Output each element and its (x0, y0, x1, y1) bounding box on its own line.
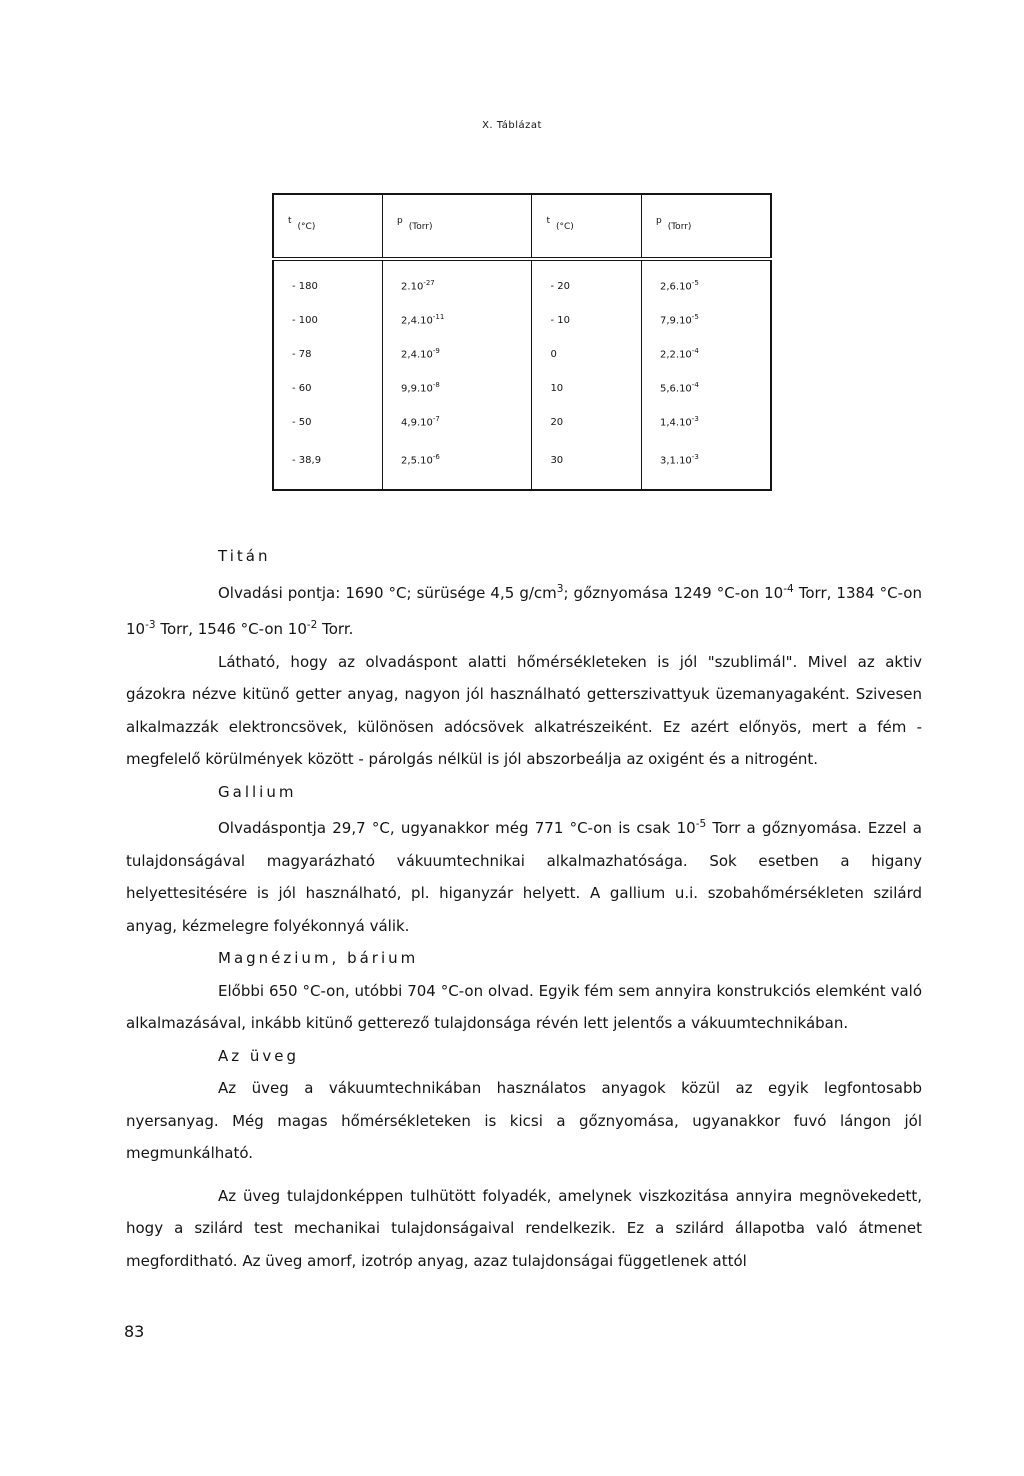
cell-p2-base: 3,1.10 (659, 455, 692, 467)
cell-t2: 10 (532, 371, 642, 405)
titan-p1-f: -3 (145, 619, 156, 631)
page-number: 83 (124, 1322, 145, 1341)
table-header-row (273, 194, 771, 259)
cell-p2 (641, 259, 771, 303)
cell-p1-exp: -27 (423, 279, 435, 288)
titan-p1-g: Torr, 1546 °C-on 10 (155, 620, 307, 638)
cell-p2-base: 7,9.10 (659, 315, 692, 327)
cell-p2 (641, 439, 771, 490)
cell-p1-base: 2.10 (401, 281, 424, 293)
gallium-paragraph-1 (126, 808, 922, 942)
section-heading-magnezium: Magnézium, bárium (218, 949, 419, 967)
titan-p1-e: Torr, 1384 °C-on 10 (126, 583, 922, 638)
cell-p2-exp: -4 (691, 347, 699, 356)
titan-p1-h: -2 (306, 619, 318, 631)
magnezium-paragraph-1: Előbbi 650 °C-on, utóbbi 704 °C-on olvad. Egyik fém sem annyira konstrukciós elemként való alkalmazásával, inkább kitünő getterező tulajdonsága révén lett jelentős a vákuumtechnikában. (126, 981, 922, 1032)
cell-p1-base: 4,9.10 (401, 417, 433, 429)
table-row (273, 371, 771, 405)
header-t2 (532, 194, 642, 259)
header-t1-unit: (°C) (297, 221, 316, 232)
gallium-p1-b: -5 (695, 818, 707, 830)
gallium-p1-a: Olvadáspontja 29,7 °C, ugyanakkor még 771 °C-on is csak 10 (218, 819, 696, 837)
cell-t1: - 78 (292, 348, 312, 360)
cell-t2: 20 (532, 405, 642, 439)
table-row (273, 439, 771, 490)
header-p2-var: p (655, 215, 662, 226)
cell-p1-base: 2,4.10 (401, 315, 433, 327)
gallium-p1-c: Torr a gőznyomása. Ezzel a tulajdonságával magyarázható vákuumtechnikai alkalmazhatósága. Sok esetben a higany helyettesitésére is jól használható, pl. higanyzár helyett. A gallium u.i. szobahőmérsékleten szilárd anyag, kézmelegre folyékonnyá válik. (126, 819, 922, 935)
header-t1-var: t (288, 215, 292, 226)
cell-p2-exp: -5 (691, 279, 699, 288)
cell-p2 (641, 405, 771, 439)
cell-t2: - 10 (532, 303, 642, 337)
titan-p1-a: Olvadási pontja: 1690 °C; sürüsége 4,5 g/cm (218, 583, 557, 602)
cell-p2-exp: -3 (691, 453, 699, 462)
section-heading-uveg: Az üveg (218, 1046, 300, 1065)
header-p1 (383, 194, 532, 259)
cell-p1-exp: -9 (432, 347, 440, 356)
header-p1-var: p (397, 215, 403, 226)
cell-p2 (641, 303, 771, 337)
table-row (273, 303, 771, 337)
cell-p2-exp: -5 (691, 313, 699, 322)
cell-p1-base: 2,4.10 (401, 349, 433, 361)
table-row (273, 405, 771, 439)
cell-p1-exp: -8 (432, 381, 440, 390)
cell-t2: 0 (532, 337, 642, 371)
cell-p2-exp: -4 (691, 381, 699, 390)
vapor-pressure-table (272, 193, 772, 491)
cell-t1: - 180 (292, 280, 318, 292)
cell-p1-exp: -6 (432, 453, 440, 462)
cell-p1 (383, 439, 532, 490)
cell-p1-exp: -7 (432, 415, 440, 424)
cell-p1-exp: -11 (432, 313, 445, 322)
titan-p1-b: 3 (556, 582, 564, 595)
section-heading-titan: Titán (218, 547, 271, 565)
cell-p2 (641, 337, 771, 371)
cell-p1-base: 2,5.10 (401, 455, 433, 467)
cell-p2-exp: -3 (691, 415, 699, 424)
table-title: X. Táblázat (482, 120, 542, 131)
cell-p2-base: 5,6.10 (659, 383, 692, 395)
cell-t1: - 38,9 (292, 454, 322, 466)
body-text (126, 540, 922, 1277)
header-t2-unit: (°C) (555, 221, 574, 232)
cell-p1 (383, 259, 532, 303)
cell-p1-base: 9,9.10 (401, 383, 433, 395)
cell-t2: - 20 (532, 259, 642, 303)
cell-t2: 30 (532, 439, 642, 490)
cell-p1 (383, 405, 532, 439)
uveg-paragraph-2: Az üveg tulajdonképpen tulhütött folyadék, amelynek viszkozitása annyira megnövekedett, hogy a szilárd test mechanikai tulajdonságaival rendelkezik. Ez a szilárd állapotba való átmenet megforditható. Az üveg amorf, izotróp anyag, azaz tulajdonságai függetlenek attól (126, 1186, 922, 1270)
cell-p1 (383, 303, 532, 337)
section-heading-gallium: Gallium (218, 782, 297, 801)
cell-p2-base: 1,4.10 (659, 417, 692, 429)
header-p2-unit: (Torr) (667, 221, 692, 232)
header-t2-var: t (546, 215, 550, 226)
cell-p1 (383, 371, 532, 405)
cell-p1 (383, 337, 532, 371)
header-t1 (273, 194, 383, 259)
cell-t1: - 100 (292, 314, 318, 326)
cell-t1: - 60 (292, 382, 312, 394)
titan-p1-c: ; gőznyomása 1249 °C-on 10 (563, 583, 784, 602)
cell-p2-base: 2,2.10 (659, 349, 692, 361)
titan-paragraph-1 (126, 573, 922, 646)
titan-p1-i: Torr. (317, 620, 354, 638)
titan-paragraph-2: Látható, hogy az olvadáspont alatti hőmérsékleteken is jól "szublimál". Mivel az aktiv gázokra nézve kitünő getter anyag, nagyon jól használható getterszivattyuk üzemanyagaként. Szivesen alkalmazzák elektroncsövek, különösen adócsövek alkatrészeiként. Ez azért előnyös, mert a fém - megfelelő körülmények között - párolgás nélkül is jól abszorbeálja az oxigént és a nitrogént. (126, 652, 922, 768)
header-p1-unit: (Torr) (408, 221, 433, 232)
table-row (273, 337, 771, 371)
uveg-paragraph-1: Az üveg a vákuumtechnikában használatos anyagok közül az egyik legfontosabb nyersanyag. Még magas hőmérsékleteken is kicsi a gőznyomása, ugyanakkor fuvó lángon jól megmunkálható. (126, 1079, 922, 1162)
header-p2 (641, 194, 771, 259)
table-row (273, 259, 771, 303)
cell-t1: - 50 (292, 416, 312, 428)
cell-p2 (641, 371, 771, 405)
cell-p2-base: 2,6.10 (659, 281, 692, 293)
titan-p1-d: -4 (783, 582, 794, 595)
